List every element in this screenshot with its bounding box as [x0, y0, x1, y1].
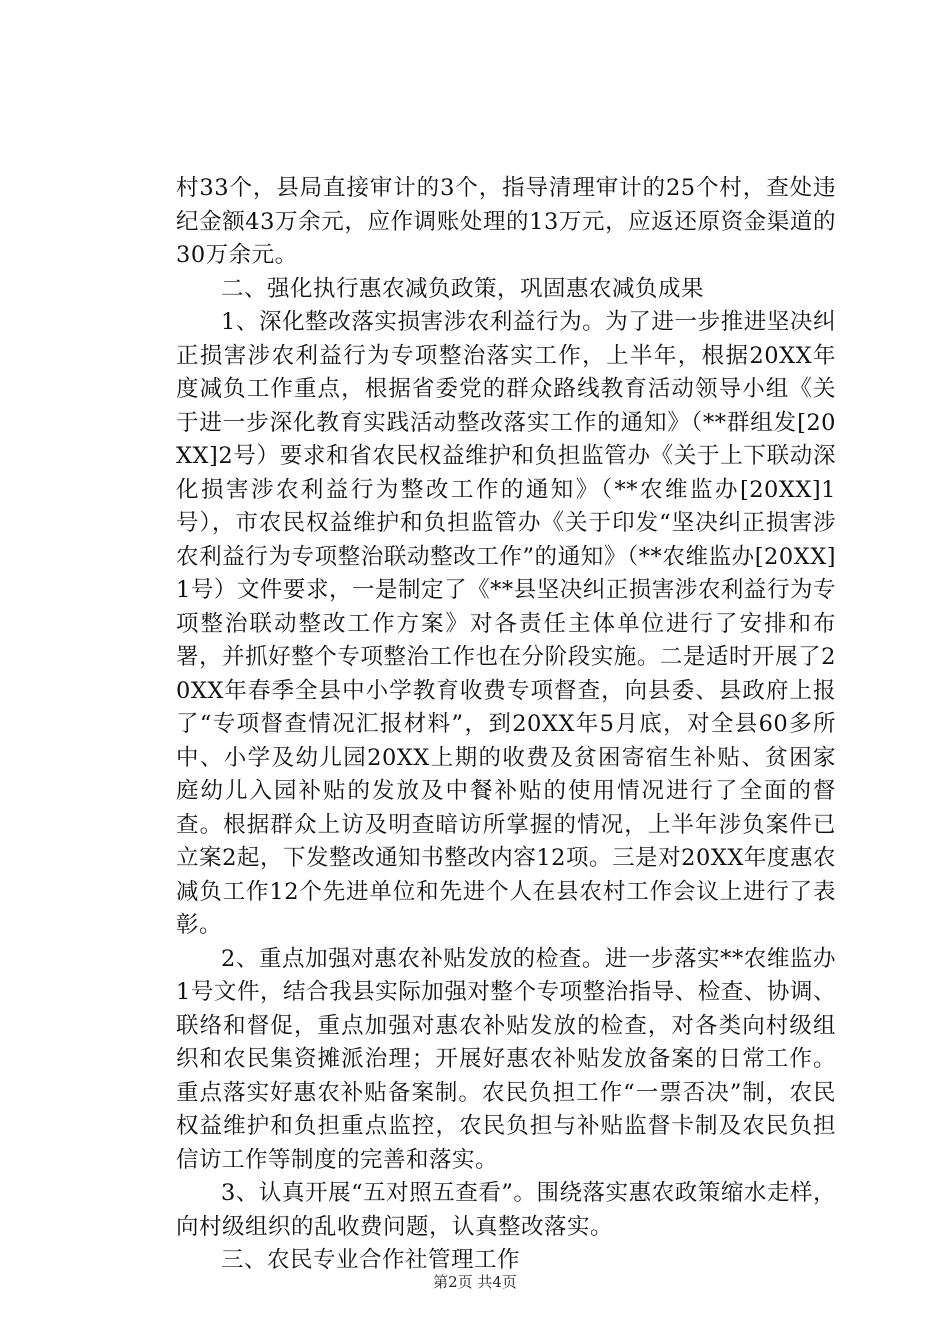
page-footer: 第2页 共4页 — [433, 1273, 517, 1291]
paragraph-item-1: 1、深化整改落实损害涉农利益行为。为了进一步推进坚决纠正损害涉农利益行为专项整治落实工作，上半年，根据20XX年度减负工作重点，根据省委党的群众路线教育活动领导小组《关于进一步深化教育实践活动整改落实工作的通知》（**群组发[20XX]2号）要求和省农民权益维护和负担监管办《关于上下联动深化损害涉农利益行为整改工作的通知》（**农维监办[20XX]1号），市农民权益维护和负担监管办《关于印发“坚决纠正损害涉农利益行为专项整治联动整改工作”的通知》（**农维监办[20XX]1号）文件要求，一是制定了《**县坚决纠正损害涉农利益行为专项整治联动整改工作方案》对各责任主体单位进行了安排和布署，并抓好整个专项整治工作也在分阶段实施。二是适时开展了20XX年春季全县中小学教育收费专项督查，向县委、县政府上报了“专项督查情况汇报材料”，到20XX年5月底，对全县60多所中、小学及幼儿园20XX上期的收费及贫困寄宿生补贴、贫困家庭幼儿入园补贴的发放及中餐补贴的使用情况进行了全面的督查。根据群众上访及明查暗访所掌握的情况，上半年涉负案件已立案2起，下发整改通知书整改内容12项。三是对20XX年度惠农减负工作12个先进单位和先进个人在县农村工作会议上进行了表彰。 — [176, 309, 836, 938]
section-heading-2: 二、强化执行惠农减负政策，巩固惠农减负成果 — [221, 275, 705, 302]
paragraph-audit-summary: 村33个，县局直接审计的3个，指导清理审计的25个村，查处违纪金额43万余元，应作调账处理的13万元，应返还原资金渠道的30万余元。 — [176, 175, 836, 268]
paragraph-item-2: 2、重点加强对惠农补贴发放的检查。进一步落实**农维监办1号文件，结合我县实际加强对整个专项整治指导、检查、协调、联络和督促，重点加强对惠农补贴发放的检查，对各类向村级组织和农民集资摊派治理；开展好惠农补贴发放备案的日常工作。重点落实好惠农补贴备案制。农民负担工作“一票否决”制，农民权益维护和负担重点监控，农民负担与补贴监督卡制及农民负担信访工作等制度的完善和落实。 — [176, 945, 836, 1173]
paragraph-item-3: 3、认真开展“五对照五查看”。围绕落实惠农政策缩水走样，向村级组织的乱收费问题，认真整改落实。 — [176, 1180, 836, 1240]
section-heading-3: 三、农民专业合作社管理工作 — [221, 1247, 521, 1273]
document-body — [176, 172, 836, 1278]
